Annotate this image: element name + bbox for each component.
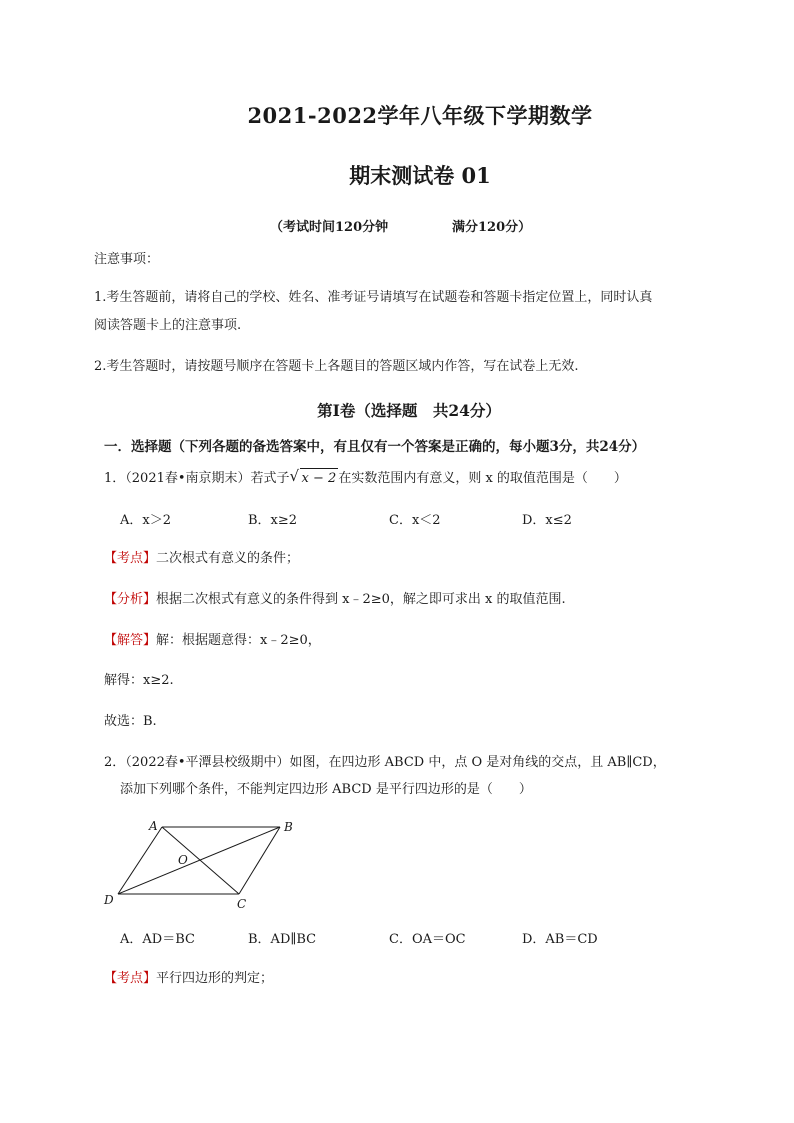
- q1-option-d: D．x≤2: [522, 513, 572, 528]
- q1-guxuan: 故选：B.: [104, 714, 157, 729]
- q2-option-b: B．AD∥BC: [248, 932, 317, 947]
- question-2-text-1: （2022春•平潭县校级期中）如图，在四边形 ABCD 中，点 O 是对角线的交点，且 AB∥CD，: [125, 755, 666, 770]
- radicand: x − 2: [300, 468, 339, 489]
- q1-option-b: B．x≥2: [248, 513, 298, 528]
- sqrt-expression: [290, 468, 339, 489]
- q2-option-c: C．OA＝OC: [389, 932, 466, 947]
- note-item-1-line2: 阅读答题卡上的注意事项.: [94, 318, 242, 333]
- question-1-source: （2021春•南京期末）若式子: [125, 471, 290, 486]
- vertex-label-a: A: [149, 819, 158, 833]
- vertex-label-c: C: [237, 897, 247, 910]
- vertex-label-b: B: [284, 820, 293, 834]
- q2-option-a: A．AD＝BC: [120, 932, 195, 947]
- vertex-label-d: D: [104, 893, 114, 907]
- q2-kaodian-tag: 【考点】: [104, 971, 157, 986]
- part-title: 一．选择题（下列各题的备选答案中，有且仅有一个答案是正确的，每小题3分，共24分）: [104, 439, 646, 455]
- sqrt-icon: √: [289, 467, 300, 485]
- kaodian-tag: 【考点】: [104, 551, 157, 566]
- q2-kaodian: [104, 969, 273, 989]
- section-title: 第Ⅰ卷（选择题 共24分）: [317, 401, 501, 420]
- question-2-number: 2．: [104, 755, 126, 770]
- question-1-number: 1．: [104, 471, 126, 486]
- fenxi-tag: 【分析】: [104, 592, 157, 607]
- q2-kaodian-text: 平行四边形的判定；: [156, 971, 274, 986]
- question-1-stem: [104, 468, 627, 489]
- question-2-line2: 添加下列哪个条件，不能判定四边形 ABCD 是平行四边形的是（ ）: [120, 782, 532, 797]
- q1-jieda: [104, 631, 321, 651]
- edge-ad: [118, 827, 162, 894]
- kaodian-text: 二次根式有意义的条件；: [156, 551, 300, 566]
- intersection-label-o: O: [178, 853, 188, 867]
- exam-title-line1: 2021-2022学年八年级下学期数学: [247, 103, 593, 128]
- note-item-1-line1: 1.考生答题前，请将自己的学校、姓名、准考证号请填写在试题卷和答题卡指定位置上，同时认真: [94, 290, 653, 305]
- jieda-tag: 【解答】: [104, 633, 157, 648]
- exam-title-line2: 期末测试卷 01: [349, 163, 491, 188]
- edge-bc: [239, 827, 280, 894]
- note-item-2: 2.考生答题时，请按题号顺序在答题卡上各题目的答题区域内作答，写在试卷上无效.: [94, 359, 579, 374]
- q1-option-c: C．x＜2: [389, 513, 441, 528]
- q1-kaodian: [104, 549, 299, 569]
- q2-option-d: D．AB＝CD: [522, 932, 598, 947]
- q1-jiede: 解得：x≥2.: [104, 673, 174, 688]
- parallelogram-figure: [100, 815, 310, 910]
- question-1-stem-rest: 在实数范围内有意义，则 x 的取值范围是（ ）: [338, 471, 627, 486]
- diagonal-bd: [118, 827, 280, 894]
- jieda-text: 解：根据题意得：x﹣2≥0，: [156, 633, 321, 648]
- full-score: 满分120分）: [452, 220, 532, 235]
- question-2-line1: [104, 753, 666, 773]
- diagonal-ac: [162, 827, 239, 894]
- notes-heading: 注意事项：: [94, 252, 160, 267]
- q1-fenxi: [104, 590, 566, 610]
- q1-option-a: A．x＞2: [120, 513, 171, 528]
- exam-time: （考试时间120分钟: [270, 220, 389, 235]
- fenxi-text: 根据二次根式有意义的条件得到 x﹣2≥0，解之即可求出 x 的取值范围.: [156, 592, 566, 607]
